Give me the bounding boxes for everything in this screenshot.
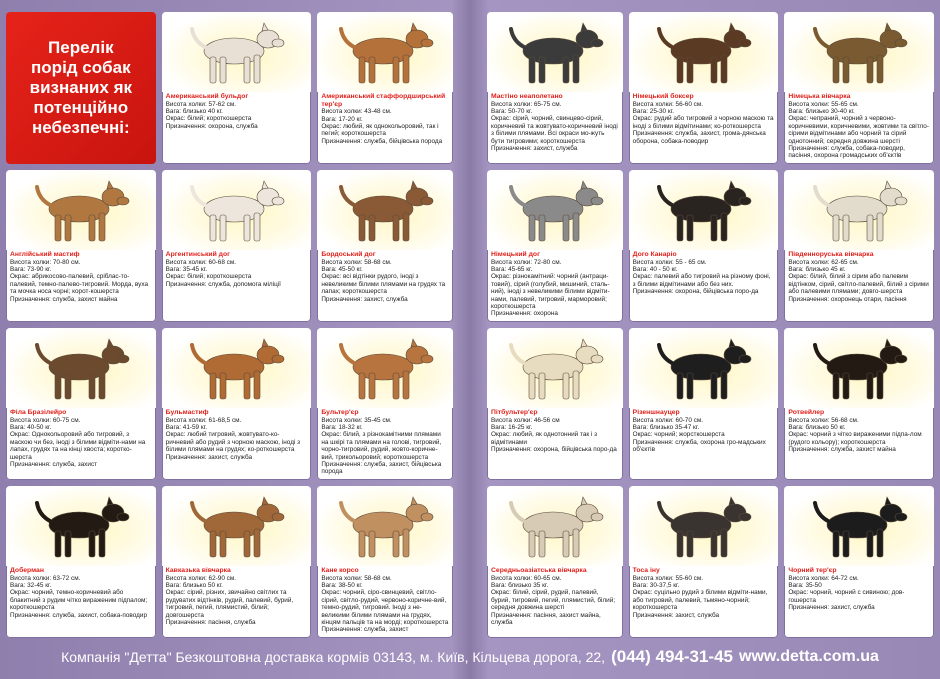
breed-card: [162, 170, 312, 322]
breed-card: [784, 12, 934, 164]
breed-info: [487, 250, 623, 320]
breed-name: Кавказька вівчарка: [165, 567, 231, 574]
breed-detail: Окрас: білий; короткошерста: [165, 115, 252, 123]
dog-silhouette-icon: [799, 489, 919, 563]
breed-detail: Вага: 32-45 кг.: [10, 582, 52, 589]
breed-detail: Окрас: білий; короткошерста: [165, 273, 252, 281]
breed-name: Тоса іну: [632, 567, 660, 574]
breed-name: Бультер'єр: [321, 409, 359, 416]
breed-name: Німецький боксер: [632, 93, 694, 100]
dog-silhouette-icon: [495, 173, 615, 247]
breed-card: [162, 486, 312, 638]
breed-detail: Призначення: служба, захист майна: [788, 446, 896, 454]
breed-name: Бордоський дог: [321, 251, 376, 258]
breed-card: [784, 170, 934, 322]
breed-card: [6, 486, 156, 638]
breed-detail: Висота холки: 56-60 см.: [632, 100, 704, 108]
breed-name: Мастіно неаполетано: [491, 93, 563, 100]
breed-detail: Призначення: пасіння, захист майна, служба: [491, 611, 601, 627]
breed-photo: [487, 12, 623, 92]
breed-detail: Вага: 18-32 кг.: [321, 424, 363, 431]
breed-detail: Призначення: служба, допомога міліції: [165, 280, 281, 288]
breed-photo: [629, 328, 779, 408]
breed-name: Кане корсо: [321, 567, 359, 574]
dog-silhouette-icon: [799, 15, 919, 89]
breed-detail: Висота холки: 56-68 см.: [788, 416, 859, 424]
breed-card: [487, 12, 623, 164]
breed-info: [6, 408, 156, 470]
breed-photo: [629, 170, 779, 250]
title-card: [6, 12, 156, 164]
breed-detail: Окрас: любий, як однокольоровий, так і пегий; короткошерста: [321, 123, 439, 138]
breed-detail: Вага: 35-45 кг.: [165, 266, 208, 273]
breed-card: [6, 170, 156, 322]
breed-detail: Вага: 73-90 кг.: [10, 266, 52, 273]
breed-detail: Висота холки: 55-65 см.: [788, 100, 859, 108]
breed-detail: Призначення: охорона: [491, 310, 558, 318]
dog-silhouette-icon: [495, 489, 615, 563]
breed-detail: Вага: 17-20 кг.: [321, 115, 363, 123]
breed-detail: Вага: 40-50 кг.: [10, 424, 52, 431]
breed-detail: Вага: близько 50 кг.: [165, 582, 223, 589]
breed-detail: Призначення: захист, служба: [165, 453, 253, 461]
breed-photo: [162, 12, 312, 92]
breed-detail: Призначення: захист, служба: [321, 295, 408, 303]
breed-detail: Окрас: білий, сірий, рудий, палевий, бурий, тигровий, пегий, плямистий, білий; середня довжина шерсті: [491, 589, 616, 612]
breed-info: [6, 566, 156, 621]
breed-photo: [487, 328, 623, 408]
breed-photo: [487, 486, 623, 566]
breed-detail: Висота холки: 60-75 см.: [10, 416, 81, 424]
breed-card: [487, 170, 623, 322]
breed-detail: Вага: близько 45 кг.: [788, 266, 846, 273]
breed-photo: [317, 486, 453, 566]
dog-silhouette-icon: [21, 489, 141, 563]
breed-info: [487, 92, 623, 154]
dog-silhouette-icon: [176, 489, 296, 563]
breed-detail: Призначення: охорона, бійцівська поро-да: [491, 446, 617, 454]
breed-photo: [487, 170, 623, 250]
breed-detail: Висота холки: 72-80 см.: [491, 258, 562, 266]
breed-name: Чорний тер'єр: [788, 567, 837, 574]
breed-detail: Висота холки: 60-65 см.: [491, 574, 562, 582]
breed-photo: [784, 12, 934, 92]
breed-detail: Призначення: охоронець отари, пасіння: [788, 295, 907, 303]
breed-name: Ротвейлер: [788, 409, 825, 416]
dog-silhouette-icon: [799, 173, 919, 247]
breed-detail: Призначення: служба, захист, бійцівська порода: [321, 461, 442, 476]
footer-site: www.detta.com.ua: [739, 648, 879, 665]
breed-detail: Окрас: чепраний, чорний з червоно-коричневими, коричневими, жовтими та світло-сірими відмітинами або чорний та сірий однотонний; середня довжина шерсті: [788, 115, 929, 145]
breed-detail: Окрас: рудий або тигровий з чорною маскою та іноді з білими відмітинами; ко-роткошерста: [632, 115, 774, 130]
breed-photo: [317, 170, 453, 250]
dog-silhouette-icon: [325, 173, 445, 247]
dog-silhouette-icon: [325, 331, 445, 405]
dog-silhouette-icon: [21, 331, 141, 405]
breed-detail: Висота холки: 64-72 см.: [788, 574, 859, 582]
breed-card: [629, 328, 779, 480]
breed-detail: Висота холки: 63-72 см.: [10, 574, 81, 582]
breed-info: [317, 408, 453, 478]
breed-detail: Висота холки: 55 - 65 см.: [632, 258, 707, 266]
breed-photo: [784, 486, 934, 566]
breed-detail: Окрас: чорний з чітко вираженими підпа-лом (рудого кольору); короткошерста: [788, 431, 922, 446]
breed-name: Філа Бразілейро: [10, 409, 67, 416]
breed-photo: [784, 328, 934, 408]
breed-detail: Вага: 16-25 кг.: [491, 424, 533, 431]
breed-info: [784, 250, 934, 305]
breed-card: [784, 486, 934, 638]
breed-detail: Окрас: чорний, сіро-свинцевий, світло-сірий, світло-рудий, червоно-коричне-вий, темно-рудий, тигровий. Іноді з не-великими білими плямами на грудях, кінцям пальців та на морді; короткошерста: [321, 589, 449, 627]
dog-silhouette-icon: [495, 331, 615, 405]
breed-info: [487, 408, 623, 456]
dog-silhouette-icon: [325, 489, 445, 563]
breed-name: Різеншнауцер: [632, 409, 680, 416]
breed-detail: Окрас: Однокольоровий або тигровий, з маскою чи без, іноді з білими відміти-нами на лапах, грудях та на кінці хвоста; коротко-шерста: [10, 431, 146, 461]
breed-photo: [629, 12, 779, 92]
breed-detail: Призначення: служба, захист майна: [10, 295, 118, 303]
footer: [0, 640, 940, 674]
breed-card: [629, 12, 779, 164]
breed-name: Американський стаффордширський тер'єр: [321, 93, 446, 108]
breed-detail: Висота холки: 43-48 см.: [321, 108, 392, 116]
breed-name: Німецька вівчарка: [788, 93, 851, 100]
breed-name: Американський бульдог: [165, 93, 249, 100]
breed-card: [317, 486, 453, 638]
breed-info: [629, 92, 779, 147]
breed-name: Дого Канаріо: [632, 251, 677, 258]
breed-card: [629, 170, 779, 322]
breed-info: [784, 566, 934, 614]
breed-detail: Призначення: захист, служба: [491, 145, 578, 153]
breed-detail: Окрас: білий, білий з сірим або палевим відтінком, сірий, світло-палевий, білий з сірими або палевими плямами; довго-шерста: [788, 273, 929, 296]
breed-photo: [6, 170, 156, 250]
breed-detail: Вага: близько 30-40 кг.: [788, 108, 855, 115]
breed-detail: Окрас: всі відтінки рудого, іноді з невеликими білими плямами на грудях та лапах; короткошерста: [321, 273, 446, 296]
breed-detail: Призначення: служба, бійцівська порода: [321, 137, 443, 145]
breed-info: [162, 250, 312, 290]
breed-card: [162, 328, 312, 480]
breed-name: Пітбультер'єр: [491, 409, 538, 416]
breed-card: [317, 170, 453, 322]
dog-silhouette-icon: [643, 489, 763, 563]
breed-detail: Вага: близько 35-47 кг.: [632, 424, 700, 431]
breed-detail: Окрас: білий, з різнокамітними плямами на шкірі та плямами на голові, тигровий, чорно-тигровий, рудий, жовто-коричне-вий, трикольоровий; короткошерста: [321, 431, 442, 461]
breed-info: [629, 566, 779, 621]
breed-detail: Вага: 40 - 50 кг.: [632, 266, 678, 273]
breed-grid: [6, 12, 934, 638]
breed-photo: [6, 486, 156, 566]
breed-detail: Висота холки: 57-62 см.: [165, 100, 237, 108]
breed-name: Доберман: [10, 567, 44, 574]
breed-name: Південноруська вівчарка: [788, 251, 874, 258]
breed-info: [784, 92, 934, 162]
breed-detail: Висота холки: 61-68,5 см.: [165, 416, 242, 424]
breed-photo: [317, 328, 453, 408]
breed-detail: Вага: 45-50 кг.: [321, 266, 363, 273]
breed-info: [162, 92, 312, 132]
dog-silhouette-icon: [643, 15, 763, 89]
breed-info: [487, 566, 623, 628]
breed-detail: Окрас: сірий, чорний, свинцево-сірий, коричневий та жовтувато-коричневий іноді з білими плямами. Всі окраси мо-жуть бути тигровими; короткошерста: [491, 115, 618, 145]
breed-name: Бульмастиф: [165, 409, 209, 416]
breed-photo: [629, 486, 779, 566]
breed-detail: Вага: близько 35 кг.: [491, 582, 549, 589]
dog-silhouette-icon: [799, 331, 919, 405]
footer-phone: (044) 494-31-45: [611, 647, 733, 666]
breed-detail: Вага: 30-37,5 кг.: [632, 582, 680, 589]
breed-detail: Призначення: служба, захист, собака-поводир: [10, 611, 148, 619]
breed-detail: Призначення: служба, охорона гро-мадських об'єктів: [632, 438, 766, 454]
breed-name: Середньоазіатська вівчарка: [491, 567, 587, 574]
breed-detail: Окрас: суцільно рудий з білими відміти-нами, або тигровий, палевий, тьмяно-чорний; короткошерста: [632, 589, 768, 612]
breed-detail: Призначення: служба, захист: [321, 626, 409, 634]
breed-info: [317, 250, 453, 305]
breed-detail: Призначення: охорона, служба: [165, 122, 258, 130]
breed-detail: Вага: 38-50 кг.: [321, 582, 363, 589]
dog-silhouette-icon: [495, 15, 615, 89]
breed-photo: [6, 328, 156, 408]
breed-detail: Вага: близько 40 кг.: [165, 108, 223, 115]
breed-detail: Окрас: різнокамітний: чорний (антраци-товий), сірий (голубий, мишиний, сталь-ний), іноді з невеликими білими відміти-нами, палевий, тигровий, марморовий; короткошерста: [491, 273, 610, 311]
breed-name: Німецький дог: [491, 251, 540, 258]
breed-info: [162, 566, 312, 628]
breed-photo: [317, 12, 453, 92]
breed-detail: Вага: 35-50: [788, 582, 822, 589]
dog-silhouette-icon: [643, 173, 763, 247]
breed-photo: [784, 170, 934, 250]
breed-photo: [162, 328, 312, 408]
breed-detail: Призначення: пасіння, служба: [165, 619, 256, 627]
breed-detail: Висота холки: 70-80 см.: [10, 258, 81, 266]
breed-photo: [162, 486, 312, 566]
breed-card: [487, 328, 623, 480]
breed-detail: Окрас: чорний, темно-коричневий або блакитний з рудим чітко вираженим підпалом; короткошерста: [10, 589, 148, 612]
breed-detail: Вага: 45-65 кг.: [491, 266, 533, 273]
breed-info: [629, 250, 779, 298]
footer-company: Компанія "Детта" Безкоштовна доставка кормів 03143, м. Київ, Кільцева дорога, 22,: [61, 649, 606, 665]
breed-info: [6, 250, 156, 305]
breed-detail: Окрас: сірий, різних, звичайно світлих та рудуватих відтінків, рудий, палевий, бурий, тигровий, пегий, плямистий, білий; довгошерста: [165, 589, 294, 619]
breed-card: [629, 486, 779, 638]
breed-detail: Вага: близько 50 кг.: [788, 424, 846, 431]
dog-silhouette-icon: [176, 331, 296, 405]
dog-silhouette-icon: [643, 331, 763, 405]
breed-detail: Вага: 50-70 кг.: [491, 108, 533, 115]
breed-photo: [162, 170, 312, 250]
breed-detail: Висота холки: 65-75 см.: [491, 100, 562, 108]
breed-detail: Висота холки: 58-68 см.: [321, 574, 392, 582]
breed-info: [317, 566, 453, 636]
breed-card: [317, 328, 453, 480]
breed-detail: Призначення: служба, собака-поводир, пасіння, охорона громадських об'єктів: [788, 145, 905, 160]
breed-name: Англійський мастиф: [10, 251, 80, 258]
breed-info: [629, 408, 779, 456]
breed-detail: Висота холки: 60-70 см.: [632, 416, 704, 424]
breed-detail: Висота холки: 62-65 см.: [788, 258, 859, 266]
breed-detail: Вага: 41-59 кг.: [165, 424, 208, 431]
breed-detail: Призначення: служба, захист, грома-дянська оборона, собака-поводир: [632, 130, 766, 145]
breed-card: [317, 12, 453, 164]
breed-card: [162, 12, 312, 164]
breed-card: [487, 486, 623, 638]
breed-detail: Окрас: любий тигровий, жовтувато-ко-ричневий або рудий з чорною маскою, іноді з білими плямами на грудях; ко-роткошерста: [165, 431, 301, 454]
breed-card: [784, 328, 934, 480]
breed-detail: Окрас: чорний; жорсткошерста: [632, 431, 725, 439]
breed-card: [6, 328, 156, 480]
breed-detail: Висота холки: 58-68 см.: [321, 258, 392, 266]
dog-silhouette-icon: [325, 15, 445, 89]
breed-detail: Висота холки: 55-60 см.: [632, 574, 704, 582]
breed-detail: Вага: 25-30 кг.: [632, 108, 675, 115]
breed-detail: Окрас: палевий або тигровий на різному фоні, з білими відмітинами або без них.: [632, 273, 771, 288]
breed-detail: Висота холки: 46-56 см: [491, 416, 560, 424]
breed-detail: Висота холки: 35-45 см.: [321, 416, 392, 424]
breed-detail: Призначення: охорона, бійцівська поро-да: [632, 288, 759, 296]
breed-detail: Окрас: абрикосово-палевий, сріблас-то-палевий, темно-палево-тигровий. Морда, вуха та мочка носа чорні; корот-кошерста: [10, 273, 149, 296]
breed-detail: Висота холки: 60-68 см.: [165, 258, 237, 266]
breed-detail: Призначення: захист, служба: [632, 611, 720, 619]
dog-silhouette-icon: [176, 173, 296, 247]
breed-info: [162, 408, 312, 463]
breed-detail: Висота холки: 62-90 см.: [165, 574, 237, 582]
breed-detail: Призначення: захист, служба: [788, 604, 875, 612]
breed-detail: Окрас: любий, як однотонний так і з відмітинами: [491, 431, 598, 446]
breed-info: [784, 408, 934, 456]
breed-detail: Призначення: служба, захист: [10, 461, 98, 469]
dog-silhouette-icon: [176, 15, 296, 89]
page-title: Перелік порід собак визнаних як потенційно небезпечні:: [29, 38, 133, 137]
dog-silhouette-icon: [21, 173, 141, 247]
breed-detail: Окрас: чорний, чорний с сивиною; дов-гошерста: [788, 589, 905, 604]
breed-info: [317, 92, 453, 147]
breed-name: Аргентинський дог: [165, 251, 230, 258]
